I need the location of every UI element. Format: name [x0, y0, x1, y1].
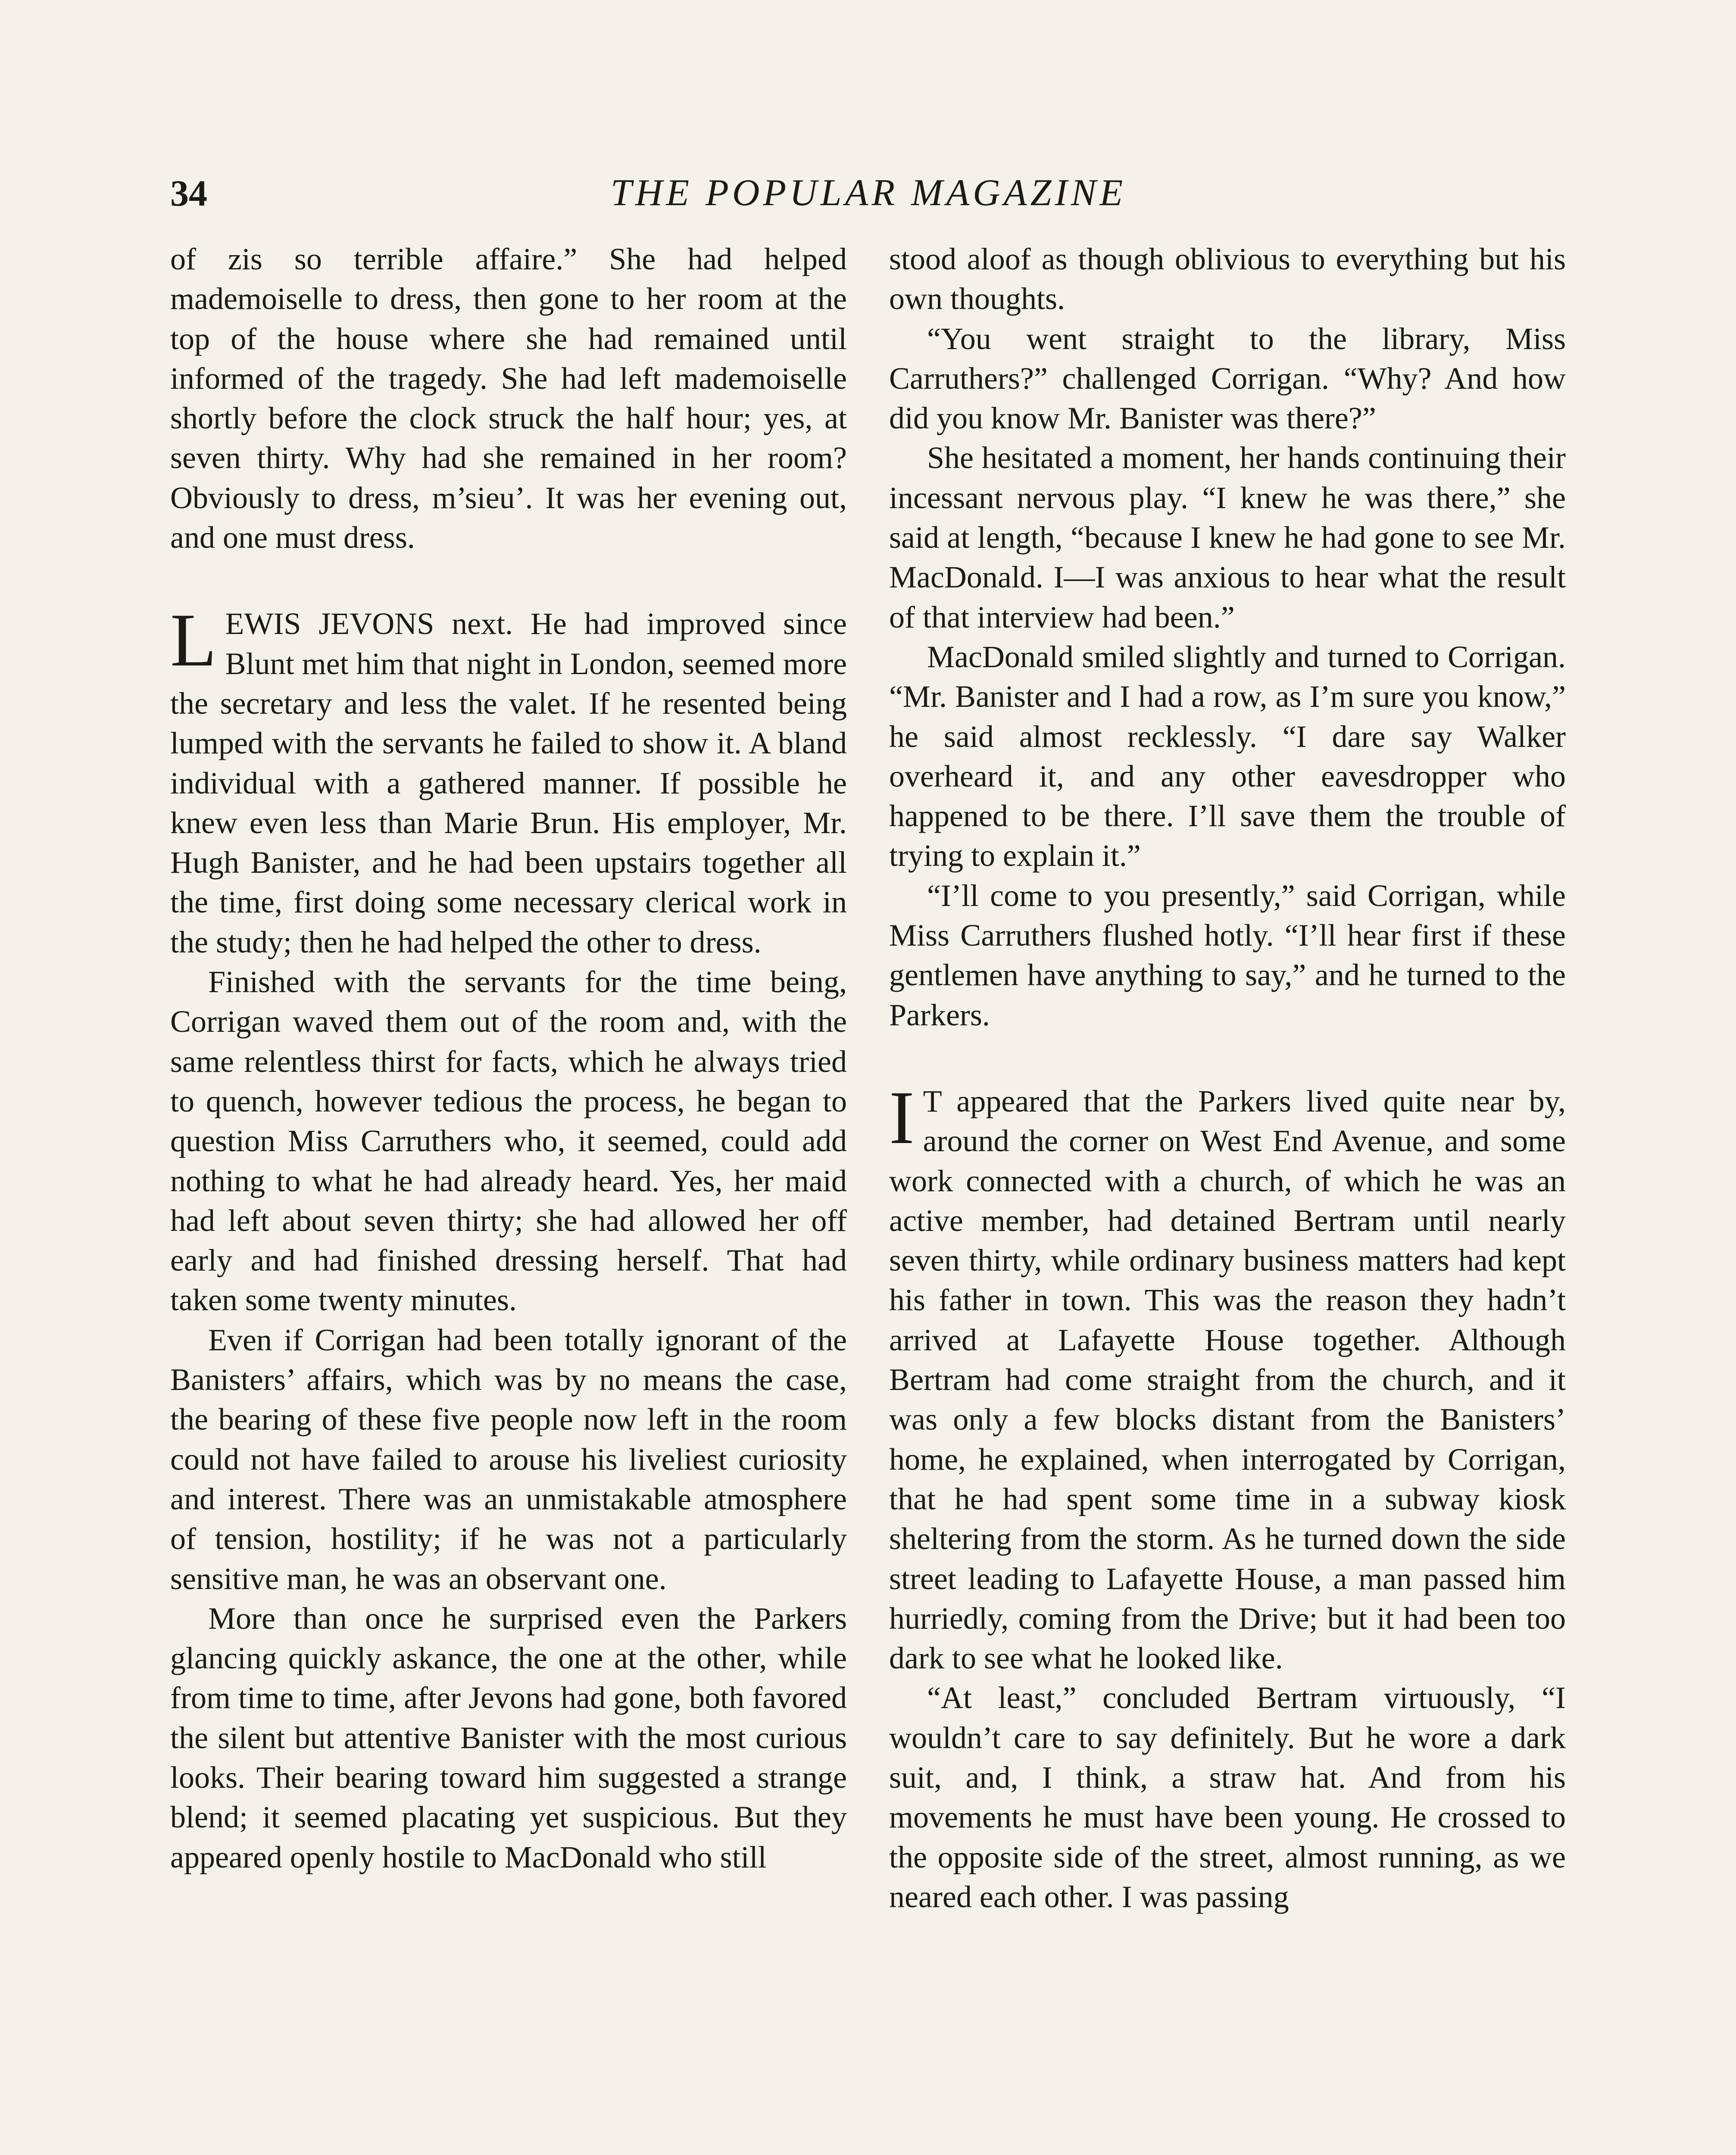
paragraph: stood aloof as though oblivious to everything but his own thoughts.	[889, 242, 1566, 316]
left-column	[170, 239, 847, 2155]
section-break	[170, 557, 847, 604]
drop-cap: I	[889, 1075, 915, 1160]
running-title: THE POPULAR MAGAZINE	[610, 172, 1127, 214]
section-break	[889, 1035, 1566, 1081]
paragraph: Finished with the servants for the time being, Corrigan waved them out of the room and, with the same relentless thirst for facts, which he always tried to quench, however tedious the process, he began to question Miss Carruthers who, it seemed, could add nothing to what he had already heard. Yes, her maid had left about seven thirty; she had allowed her off early and had finished dressing herself. That had taken some twenty minutes.	[170, 965, 847, 1318]
paragraph: More than once he surprised even the Parkers glancing quickly askance, the one at the other, while from time to time, after Jevons had gone, both favored the silent but attentive Banister with the most curious looks. Their bearing toward him suggested a strange blend; it seemed placating yet suspicious. But they appeared openly hostile to MacDonald who still	[170, 1601, 847, 1874]
page-number: 34	[170, 172, 207, 214]
page-header	[170, 167, 1567, 219]
drop-cap: L	[170, 598, 217, 683]
right-column	[889, 239, 1566, 2155]
paragraph: of zis so terrible affaire.” She had helped mademoiselle to dress, then gone to her room at the top of the house where she had remained until informed of the tragedy. She had left mademoiselle shortly before the clock struck the half hour; yes, at seven thirty. Why had she remained in her room? Obviously to dress, m’sieu’. It was her evening out, and one must dress.	[170, 242, 847, 555]
paragraph: She hesitated a moment, her hands continuing their incessant nervous play. “I knew he was there,” she said at length, “because I knew he had gone to see Mr. MacDonald. I—I was anxious to hear what the result of that interview had been.”	[889, 440, 1566, 634]
paragraph: MacDonald smiled slightly and turned to Corrigan. “Mr. Banister and I had a row, as I’m sure you know,” he said almost recklessly. “I dare say Walker overheard it, and any other eavesdropper who happened to be there. I’ll save them the trouble of trying to explain it.”	[889, 639, 1566, 873]
paragraph: “You went straight to the library, Miss Carruthers?” challenged Corrigan. “Why? And how did you know Mr. Banister was there?”	[889, 321, 1566, 436]
paragraph: “I’ll come to you presently,” said Corrigan, while Miss Carruthers flushed hotly. “I’ll hear first if these gentlemen have anything to say,” and he turned to the Parkers.	[889, 878, 1566, 1032]
paragraph-text: T appeared that the Parkers lived quite near by, around the corner on West End Avenue, and some work connected with a church, of which he was an active member, had detained Bertram until nearly seven thirty, while ordinary business matters had kept his father in town. This was the reason they hadn’t arrived at Lafayette House together. Although Bertram had come straight from the church, and it was only a few blocks distant from the Banisters’ home, he explained, when interrogated by Corrigan, that he had spent some time in a subway kiosk sheltering from the storm. As he turned down the side street leading to Lafayette House, a man passed him hurriedly, coming from the Drive; but it had been too dark to see what he looked like.	[889, 1084, 1566, 1676]
paragraph-text: EWIS JEVONS next. He had improved since Blunt met him that night in London, seemed more the secretary and less the valet. If he resented being lumped with the servants he failed to show it. A bland individual with a gathered manner. If possible he knew even less than Marie Brun. His employer, Mr. Hugh Banister, and he had been upstairs together all the time, first doing some necessary clerical work in the study; then he had helped the other to dress.	[170, 606, 847, 959]
section-opening-paragraph	[170, 598, 847, 962]
section-opening-paragraph	[889, 1075, 1566, 1678]
paragraph: Even if Corrigan had been totally ignorant of the Banisters’ affairs, which was by no means the case, the bearing of these five people now left in the room could not have failed to arouse his liveliest curiosity and interest. There was an unmistakable atmosphere of tension, hostility; if he was not a particularly sensitive man, he was an observant one.	[170, 1322, 847, 1596]
paragraph: “At least,” concluded Bertram virtuously, “I wouldn’t care to say definitely. But he wore a dark suit, and, I think, a straw hat. And from his movements he must have been young. He crossed to the opposite side of the street, almost running, as we neared each other. I was passing	[889, 1680, 1566, 1914]
